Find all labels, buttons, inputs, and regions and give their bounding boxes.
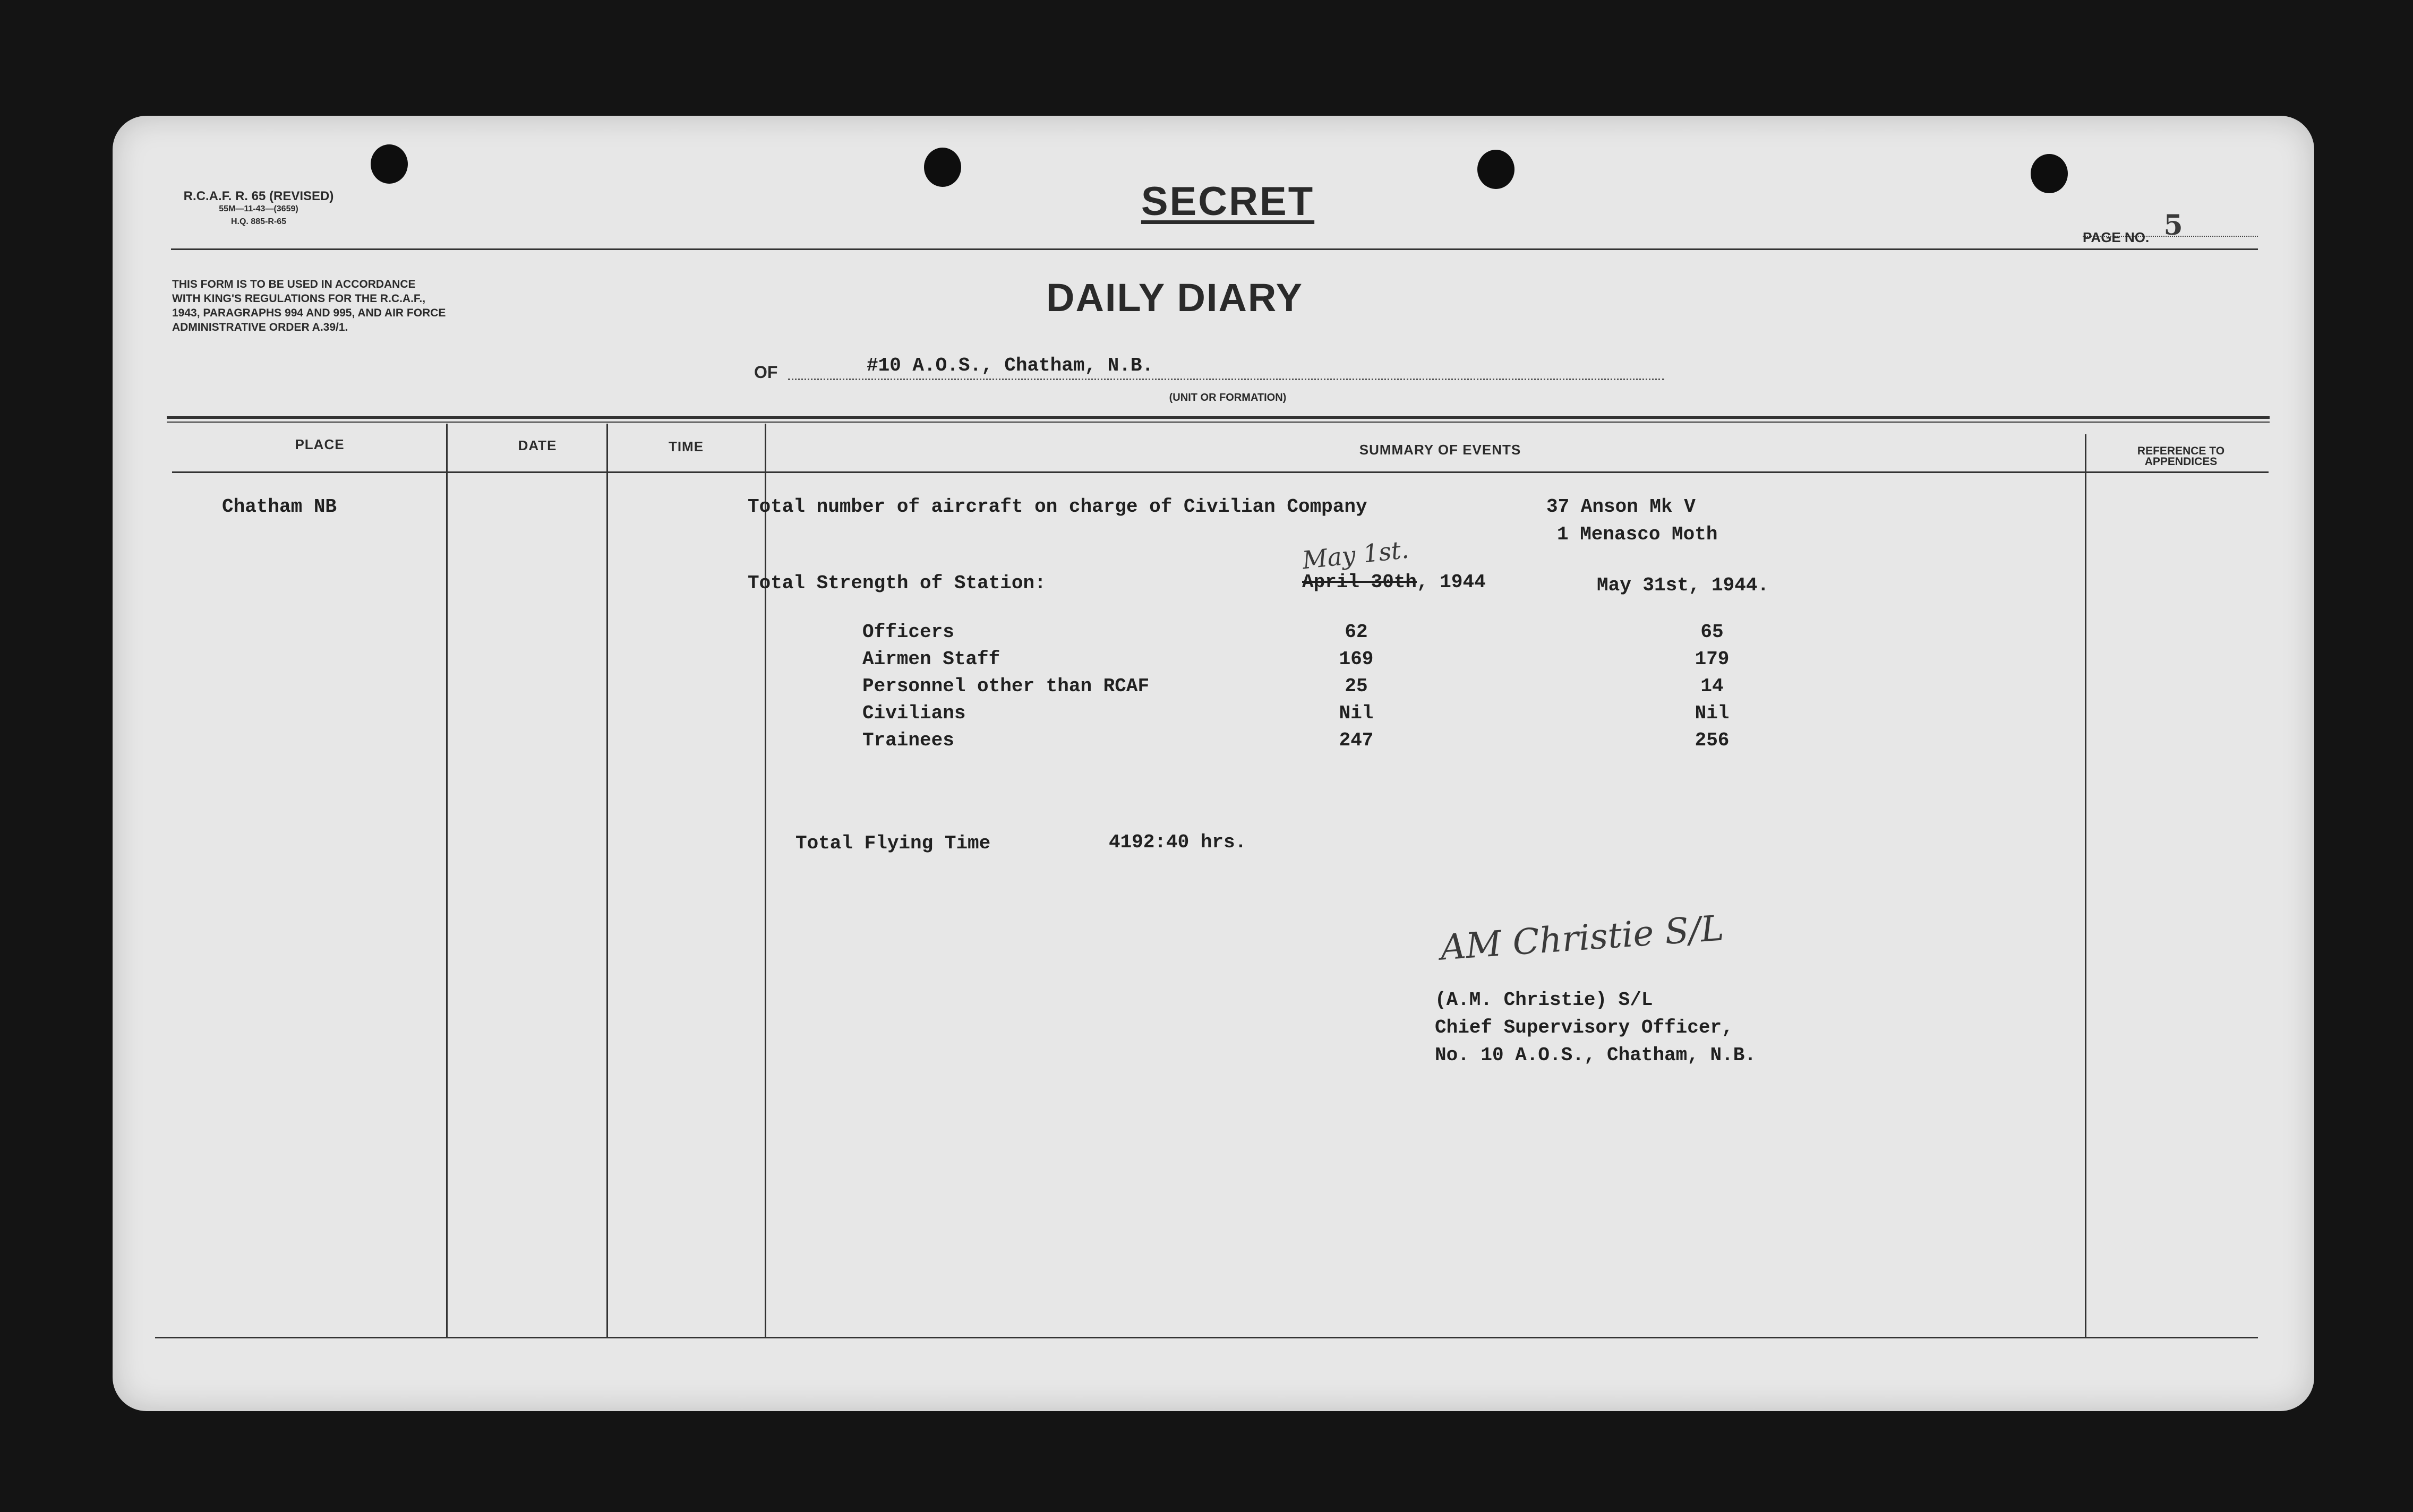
- column-rule: [2085, 434, 2086, 1337]
- flying-time-label: Total Flying Time: [795, 832, 991, 854]
- signature-line: Chief Supervisory Officer,: [1435, 1017, 1733, 1038]
- reference-line: REFERENCE TO: [2137, 445, 2225, 457]
- page-number-field: [2083, 209, 2258, 245]
- form-code-line: H.Q. 885-R-65: [230, 217, 287, 226]
- date-correction-handwritten: May 1st.: [1300, 535, 1410, 575]
- strength-row-value-1: 169: [1339, 648, 1374, 670]
- strength-row: [862, 729, 1730, 755]
- column-header-rule: [172, 471, 2269, 473]
- entry-place: Chatham NB: [222, 496, 337, 518]
- form-instructions: [172, 277, 446, 334]
- strength-row-value-2: 256: [1695, 729, 1730, 751]
- aircraft-item: 37 Anson Mk V: [1546, 496, 1696, 518]
- strength-row-label: Officers: [862, 621, 954, 643]
- date-year: , 1944: [1417, 571, 1486, 593]
- strength-row-value-2: Nil: [1695, 702, 1730, 724]
- table-top-rule: [167, 416, 2270, 419]
- column-rule: [446, 424, 448, 1337]
- strength-row-label: Civilians: [862, 702, 966, 724]
- strength-row-value-1: Nil: [1339, 702, 1374, 724]
- signature-line: (A.M. Christie) S/L: [1435, 989, 1653, 1011]
- col-header-date: DATE: [518, 437, 557, 453]
- strength-row-value-1: 25: [1345, 675, 1368, 697]
- strength-row: [862, 621, 1724, 647]
- header-rule: [171, 248, 2258, 250]
- table-top-rule-thin: [167, 422, 2270, 423]
- col-header-time: TIME: [668, 439, 704, 454]
- binder-hole: [2031, 154, 2068, 193]
- signature-block: [1435, 986, 1756, 1069]
- strength-row-value-2: 14: [1700, 675, 1724, 697]
- signature-handwritten: AM Christie S/L: [1439, 907, 1725, 968]
- form-code-line: 55M—11-43—(3659): [219, 204, 298, 213]
- form-code: [171, 190, 346, 228]
- binder-hole: [1477, 150, 1514, 189]
- page-number-label: PAGE NO.: [2083, 229, 2150, 245]
- strength-row-value-1: 247: [1339, 729, 1374, 751]
- unit-of-label: OF: [754, 363, 778, 382]
- strength-row-value-2: 179: [1695, 648, 1730, 670]
- form-code-line: R.C.A.F. R. 65 (REVISED): [183, 189, 334, 203]
- instruction-line: ADMINISTRATIVE ORDER A.39/1.: [172, 321, 348, 333]
- strength-row-value-1: 62: [1345, 621, 1368, 643]
- diary-form-card: [113, 116, 2314, 1411]
- secret-heading: SECRET: [1141, 179, 1315, 224]
- strength-row: [862, 702, 1730, 728]
- strength-row: [862, 648, 1730, 674]
- strength-row: [862, 675, 1724, 701]
- strength-row-label: Airmen Staff: [862, 648, 1000, 670]
- aircraft-summary: Total number of aircraft on charge of Civilian Company: [748, 496, 1367, 518]
- binder-hole: [924, 148, 961, 187]
- strength-date-2: May 31st, 1944.: [1597, 574, 1769, 596]
- flying-time-value: 4192:40 hrs.: [1109, 831, 1247, 853]
- unit-caption: (UNIT OR FORMATION): [1169, 392, 1287, 403]
- col-header-place: PLACE: [295, 436, 345, 452]
- strength-row-label: Trainees: [862, 729, 954, 751]
- col-header-summary: SUMMARY OF EVENTS: [1359, 442, 1521, 458]
- aircraft-item: 1 Menasco Moth: [1557, 523, 1718, 545]
- instruction-line: 1943, PARAGRAPHS 994 AND 995, AND AIR FORCE: [172, 307, 446, 319]
- instruction-line: WITH KING'S REGULATIONS FOR THE R.C.A.F.,: [172, 293, 426, 305]
- strength-row-label: Personnel other than RCAF: [862, 675, 1150, 697]
- strength-label: Total Strength of Station:: [748, 572, 1046, 594]
- instruction-line: THIS FORM IS TO BE USED IN ACCORDANCE: [172, 278, 416, 290]
- signature-line: No. 10 A.O.S., Chatham, N.B.: [1435, 1044, 1756, 1066]
- page-number-value: 5: [2163, 209, 2183, 242]
- reference-line: APPENDICES: [2144, 456, 2218, 468]
- unit-name: #10 A.O.S., Chatham, N.B.: [867, 355, 1154, 376]
- form-title: DAILY DIARY: [1046, 276, 1303, 320]
- table-bottom-rule: [155, 1337, 2258, 1338]
- strength-row-value-2: 65: [1700, 621, 1724, 643]
- strength-date-1: [1302, 571, 1486, 593]
- col-header-reference: [2109, 446, 2253, 467]
- struck-date: April 30th: [1302, 571, 1417, 593]
- column-rule: [606, 424, 608, 1337]
- binder-hole: [371, 144, 408, 184]
- column-rule: [765, 424, 766, 1337]
